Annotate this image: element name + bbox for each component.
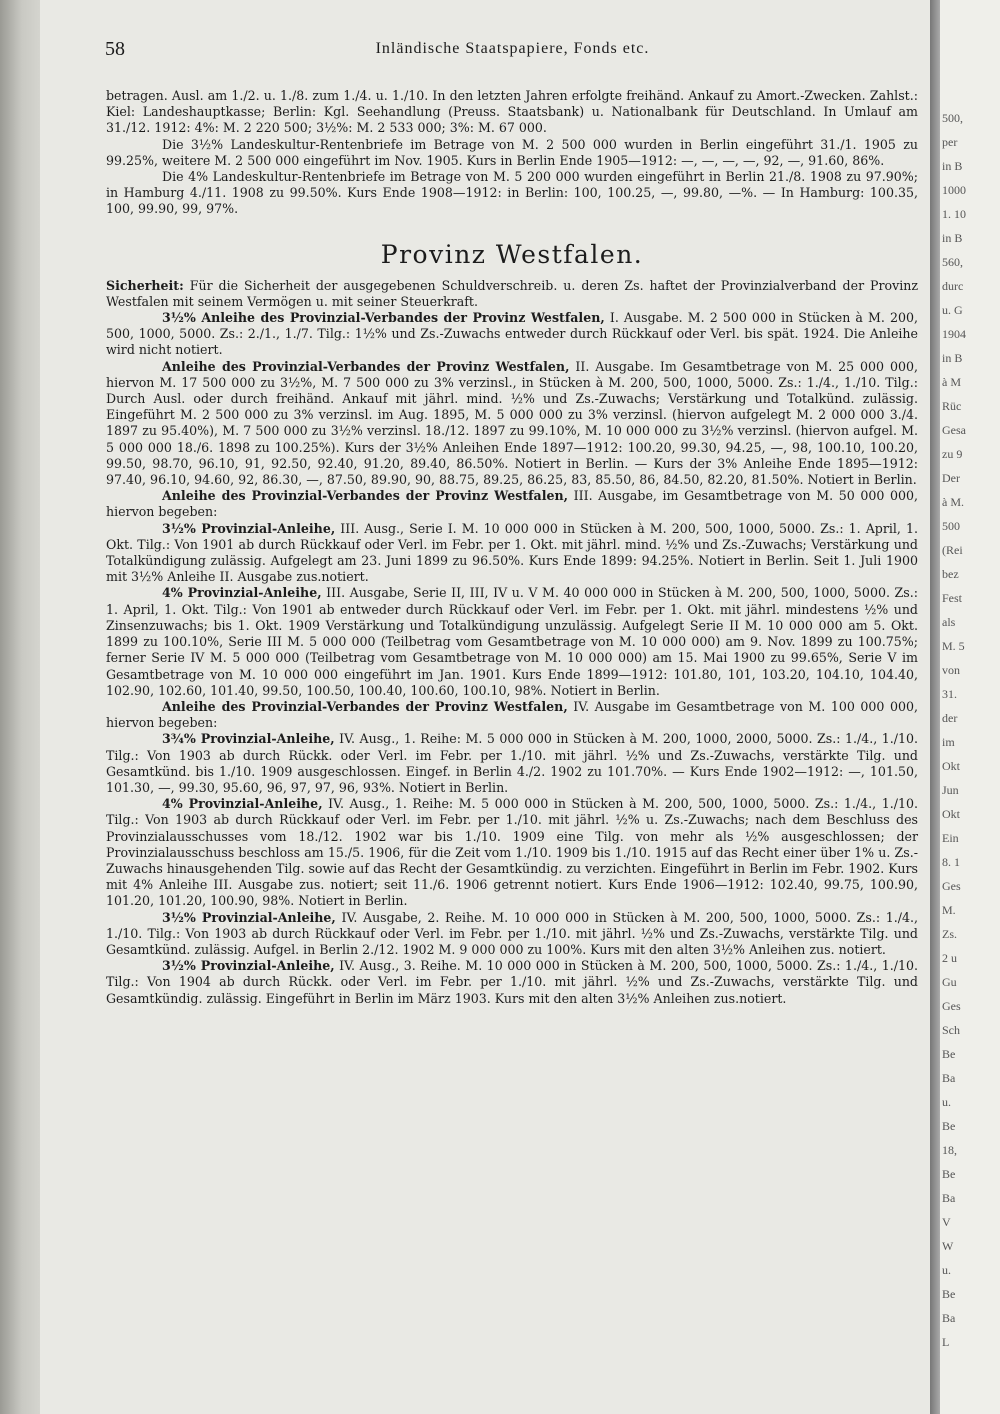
facing-page-text: durc — [942, 279, 964, 293]
facing-page-text: Gesa — [942, 423, 966, 437]
security-paragraph — [106, 278, 918, 310]
facing-page-text: Ges — [942, 879, 961, 893]
entry-text: III. Ausgabe, Serie II, III, IV u. V M. 40 000 000 in Stücken à M. 200, 500, 1000, 5000. Zs.: 1. April, 1. Okt. Tilg.: Von 1901 ab entweder durch Rückkauf oder Verl. im Febr. per 1. Okt. mit jährl. mindestens ½% und Zinsenzuwachs; bis 1. Okt. 1909 Verstärkung und Totalkündigung unzulässig. Aufgelegt Serie II M. 10 000 000 am 5. Okt. 1899 zu 100.10%, Serie III M. 5 000 000 (Teilbetrag vom Gesamtbetrage von M. 10 000 000) am 9. Nov. 1899 zu 100.75%; ferner Serie IV M. 5 000 000 (Teilbetrag vom Gesamtbetrage von M. 10 000 000) am 15. Mai 1900 zu 99.65%, Serie V im Gesamtbetrage von M. 10 000 000 eingeführt im Jan. 1901. Kurs Ende 1899—1912: 101.80, 101, 103.20, 104.10, 104.40, 102.90, 102.60, 101.40, 99.50, 100.50, 100.40, 100.60, 100.10, 98%. Notiert in Berlin. — [106, 585, 918, 698]
intro-paragraph: Die 3½% Landeskultur-Rentenbriefe im Betrage von M. 2 500 000 wurden in Berlin eingeführt 31./1. 1905 zu 99.25%, weitere M. 2 500 000 eingeführt im Nov. 1905. Kurs in Berlin Ende 1905—1912: —, —, —, —, 92, —, 91.60, 86%. — [106, 136, 918, 168]
facing-page-text: 18, — [942, 1143, 957, 1157]
intro-paragraph: Die 4% Landeskultur-Rentenbriefe im Betrage von M. 5 200 000 wurden eingeführt in Berlin 21./8. 1908 zu 97.90%; in Hamburg 4./11. 1908 zu 99.50%. Kurs Ende 1908—1912: in Berlin: 100, 100.25, —, 99.80, —%. — In Hamburg: 100.35, 100, 99.90, 99, 97%. — [106, 169, 918, 217]
facing-page-text: in B — [942, 159, 963, 173]
facing-page-text: M. — [942, 903, 956, 917]
facing-page-text: 560, — [942, 255, 963, 269]
facing-page-fragment — [940, 0, 1000, 1414]
intro-paragraph: betragen. Ausl. am 1./2. u. 1./8. zum 1./4. u. 1./10. In den letzten Jahren erfolgte freihänd. Ankauf zu Amort.-Zwecken. Zahlst.: Kiel: Landeshauptkasse; Berlin: Kgl. Seehandlung (Preuss. Staatsbank) u. Nationalbank für Deutschland. In Umlauf am 31./12. 1912: 4%: M. 2 220 500; 3½%: M. 2 533 000; 3%: M. 67 000. — [106, 88, 918, 136]
facing-page-text: V — [942, 1215, 951, 1229]
entry — [106, 359, 918, 489]
entry-text: IV. Ausg., 3. Reihe. M. 10 000 000 in Stücken à M. 200, 500, 1000, 5000. Zs.: 1./4., 1./10. Tilg.: Von 1904 ab durch Rückk. oder Verl. im Febr. per 1./10. mit jährl. ½% und Zs.-Zuwachs, verstärkte Tilg. und Gesamtkündig. zulässig. Eingeführt in Berlin im März 1903. Kurs mit den alten 3½% Anleihen zus.notiert. — [106, 958, 918, 1006]
facing-page-text: Ba — [942, 1191, 956, 1205]
facing-page-text: als — [942, 615, 956, 629]
facing-page-text: Ges — [942, 999, 961, 1013]
facing-page-text: 31. — [942, 687, 957, 701]
entry — [106, 585, 918, 698]
facing-page-text: u. G — [942, 303, 963, 317]
facing-page-text: à M. — [942, 495, 964, 509]
entry-heading: 4% Provinzial-Anleihe, — [162, 585, 322, 601]
entry-text: I. Ausgabe. M. 2 500 000 in Stücken à M. 200, 500, 1000, 5000. Zs.: 2./1., 1./7. Tilg.: 1½% und Zs.-Zuwachs entweder durch Rückkauf oder Verl. bis spät. 1924. Die Anleihe wird nicht notiert. — [106, 310, 918, 358]
entry — [106, 910, 918, 959]
facing-page-text: Okt — [942, 759, 960, 773]
page-body — [106, 88, 918, 1007]
facing-page-text: Okt — [942, 807, 960, 821]
facing-page-text: bez — [942, 567, 959, 581]
entry-heading: 3½% Provinzial-Anleihe, — [162, 909, 336, 925]
facing-page-text: per — [942, 135, 958, 149]
facing-page-text: 1000 — [942, 183, 966, 197]
facing-page-text: Be — [942, 1167, 956, 1181]
facing-page-text: 8. 1 — [942, 855, 960, 869]
page-number: 58 — [105, 38, 125, 60]
facing-page-text: Jun — [942, 783, 959, 797]
entry-heading: Anleihe des Provinzial-Verbandes der Provinz Westfalen, — [162, 698, 568, 714]
security-label: Sicherheit: — [106, 277, 184, 293]
facing-page-text: M. 5 — [942, 639, 965, 653]
facing-page-text: von — [942, 663, 960, 677]
facing-page-text: u. — [942, 1263, 951, 1277]
facing-page-text: L — [942, 1335, 950, 1349]
facing-page-text: Der — [942, 471, 960, 485]
entry — [106, 310, 918, 359]
facing-page-text: Be — [942, 1119, 956, 1133]
facing-page-text: der — [942, 711, 958, 725]
facing-page-text: Be — [942, 1287, 956, 1301]
entry-heading: 4% Provinzial-Anleihe, — [162, 796, 323, 812]
entry-text: IV. Ausg., 1. Reihe: M. 5 000 000 in Stücken à M. 200, 500, 1000, 5000. Zs.: 1./4., 1./10. Tilg.: Von 1903 ab durch Rückkauf oder Verl. im Febr. per 1./10. mit jährl. ½% u. Zs.-Zuwachs; nach dem Beschluss des Provinzialausschusses vom 18./12. 1902 war bis 1./10. 1909 eine Tilg. von mehr als ½% ausgeschlossen; der Provinzialausschuss beschloss am 15./5. 1906, für die Zeit vom 1./10. 1909 bis 1./10. 1915 auf das Recht einer über 1% u. Zs.-Zuwachs hinausgehenden Tilg. sowie auf das Recht der Gesamtkündig. zu verzichten. Eingeführt in Berlin im Febr. 1902. Kurs mit 4% Anleihe III. Ausgabe zus. notiert; seit 11./6. 1906 getrennt notiert. Kurs Ende 1906—1912: 102.40, 99.75, 100.90, 101.20, 101.20, 100.90, 98%. Notiert in Berlin. — [106, 796, 919, 909]
facing-page-text: Be — [942, 1047, 956, 1061]
facing-page-text: Ba — [942, 1311, 956, 1325]
facing-page-text: in B — [942, 231, 963, 245]
facing-page-text: 1904 — [942, 327, 966, 341]
entry-heading: 3½% Provinzial-Anleihe, — [162, 520, 336, 536]
entry-heading: Anleihe des Provinzial-Verbandes der Provinz Westfalen, — [162, 358, 570, 374]
security-text: Für die Sicherheit der ausgegebenen Schuldverschreib. u. deren Zs. haftet der Provinzialverband der Provinz Westfalen mit seinem Vermögen u. mit seiner Steuerkraft. — [106, 277, 918, 309]
facing-page-text: Ein — [942, 831, 959, 845]
facing-page-text: (Rei — [942, 543, 963, 557]
entry-heading: Anleihe des Provinzial-Verbandes der Provinz Westfalen, — [162, 488, 569, 504]
facing-page-text: 2 u — [942, 951, 957, 965]
entry — [106, 521, 918, 586]
entry-text: IV. Ausgabe, 2. Reihe. M. 10 000 000 in Stücken à M. 200, 500, 1000, 5000. Zs.: 1./4., 1./10. Tilg.: Von 1903 ab durch Rückkauf oder Verl. im Febr. per 1./10. mit jährl. ½% und Zs.-Zuwachs, verstärkte Tilg. und Gesamtkünd. zulässig. Aufgel. in Berlin 2./12. 1902 M. 9 000 000 zu 100%. Kurs mit den alten 3½% Anleihen zus. notiert. — [106, 909, 918, 957]
entry — [106, 731, 918, 796]
facing-page-text: Fest — [942, 591, 963, 605]
entry-heading: 3½% Anleihe des Provinzial-Verbandes der Provinz Westfalen, — [162, 310, 605, 326]
entry — [106, 488, 918, 520]
facing-page-text: Zs. — [942, 927, 957, 941]
facing-page-text: u. — [942, 1095, 951, 1109]
entry-text: II. Ausgabe. Im Gesamtbetrage von M. 25 000 000, hiervon M. 17 500 000 zu 3½%, M. 7 500 000 zu 3% verzinsl., in Stücken à M. 200, 500, 1000, 5000. Zs.: 1./4., 1./10. Tilg.: Durch Ausl. oder durch freihänd. Ankauf mit jährl. mind. ½% und Zs.-Zuwachs; Verstärkung und Totalkünd. zulässig. Eingeführt M. 2 500 000 zu 3% verzinsl. im Aug. 1895, M. 5 000 000 zu 3% verzinsl. (hiervon aufgelegt M. 2 000 000 3./4. 1897 zu 95.40%), M. 7 500 000 zu 3½% verzinsl. 18./12. 1897 zu 99.10%, M. 10 000 000 zu 3½% verzinsl. (hiervon aufgel. M. 5 000 000 18./6. 1898 zu 100.25%). Kurs der 3½% Anleihen Ende 1897—1912: 100.20, 99.30, 94.25, —, 98, 100.10, 100.20, 99.50, 98.70, 96.10, 91, 92.50, 92.40, 91.20, 89.40, 86.50%. Notiert in Berlin. — Kurs der 3% Anleihe Ende 1895—1912: 97.40, 96.10, 94.60, 92, 86.30, —, 87.50, 89.90, 90, 88.75, 89.25, 86.25, 83, 85.50, 86, 84.50, 82.20, 81.50%. Notiert in Berlin. — [106, 358, 918, 488]
facing-page-text: Ba — [942, 1071, 956, 1085]
facing-page-text: zu 9 — [942, 447, 963, 461]
facing-page-text: im — [942, 735, 955, 749]
entry — [106, 699, 918, 731]
section-title: Provinz Westfalen. — [380, 239, 644, 269]
page-gutter — [930, 0, 940, 1414]
entry-heading: 3¾% Provinzial-Anleihe, — [162, 731, 335, 747]
entry-text: IV. Ausg., 1. Reihe: M. 5 000 000 in Stücken à M. 200, 1000, 2000, 5000. Zs.: 1./4., 1./10. Tilg.: Von 1903 ab durch Rückk. oder Verl. im Febr. per 1./10. mit jährl. ½% und Zs.-Zuwachs, verstärkte Tilg. und Gesamtkünd. bis 1./10. 1909 ausgeschlossen. Eingef. in Berlin 4./2. 1902 zu 101.70%. — Kurs Ende 1902—1912: —, 101.50, 101.30, —, 99.30, 95.60, 96, 97, 97, 96, 93%. Notiert in Berlin. — [106, 731, 918, 795]
facing-page-text: Gu — [942, 975, 957, 989]
facing-page-text: Sch — [942, 1023, 960, 1037]
facing-page-text: in B — [942, 351, 963, 365]
page-header — [105, 38, 920, 66]
entry-heading: 3½% Provinzial-Anleihe, — [162, 958, 335, 974]
entry-text: IV. Ausgabe im Gesamtbetrage von M. 100 000 000, hiervon begeben: — [106, 698, 918, 731]
facing-page-text: à M — [942, 375, 961, 389]
entry — [106, 796, 918, 909]
entry-text: III. Ausg., Serie I. M. 10 000 000 in Stücken à M. 200, 500, 1000, 5000. Zs.: 1. April, 1. Okt. Tilg.: Von 1901 ab durch Rückkauf oder Verl. im Febr. per 1. Okt. mit jährl. mind. ½% und Zs.-Zuwachs; Verstärkung und Totalkündigung zulässig. Aufgelegt am 23. Juni 1899 zu 96.50%. Kurs Ende 1899: 94.25%. Notiert in Berlin. Seit 1. Juli 1900 mit 3½% Anleihe II. Ausgabe zus.notiert. — [106, 520, 918, 585]
facing-page-text: W — [942, 1239, 954, 1253]
entry — [106, 958, 918, 1007]
facing-page-text: 500, — [942, 111, 963, 125]
entry-text: III. Ausgabe, im Gesamtbetrage von M. 50 000 000, hiervon begeben: — [106, 488, 918, 520]
running-title: Inländische Staatspapiere, Fonds etc. — [375, 40, 650, 57]
facing-page-text: Rüc — [942, 399, 962, 413]
facing-page-text: 500 — [942, 519, 960, 533]
facing-page-text: 1. 10 — [942, 207, 966, 221]
